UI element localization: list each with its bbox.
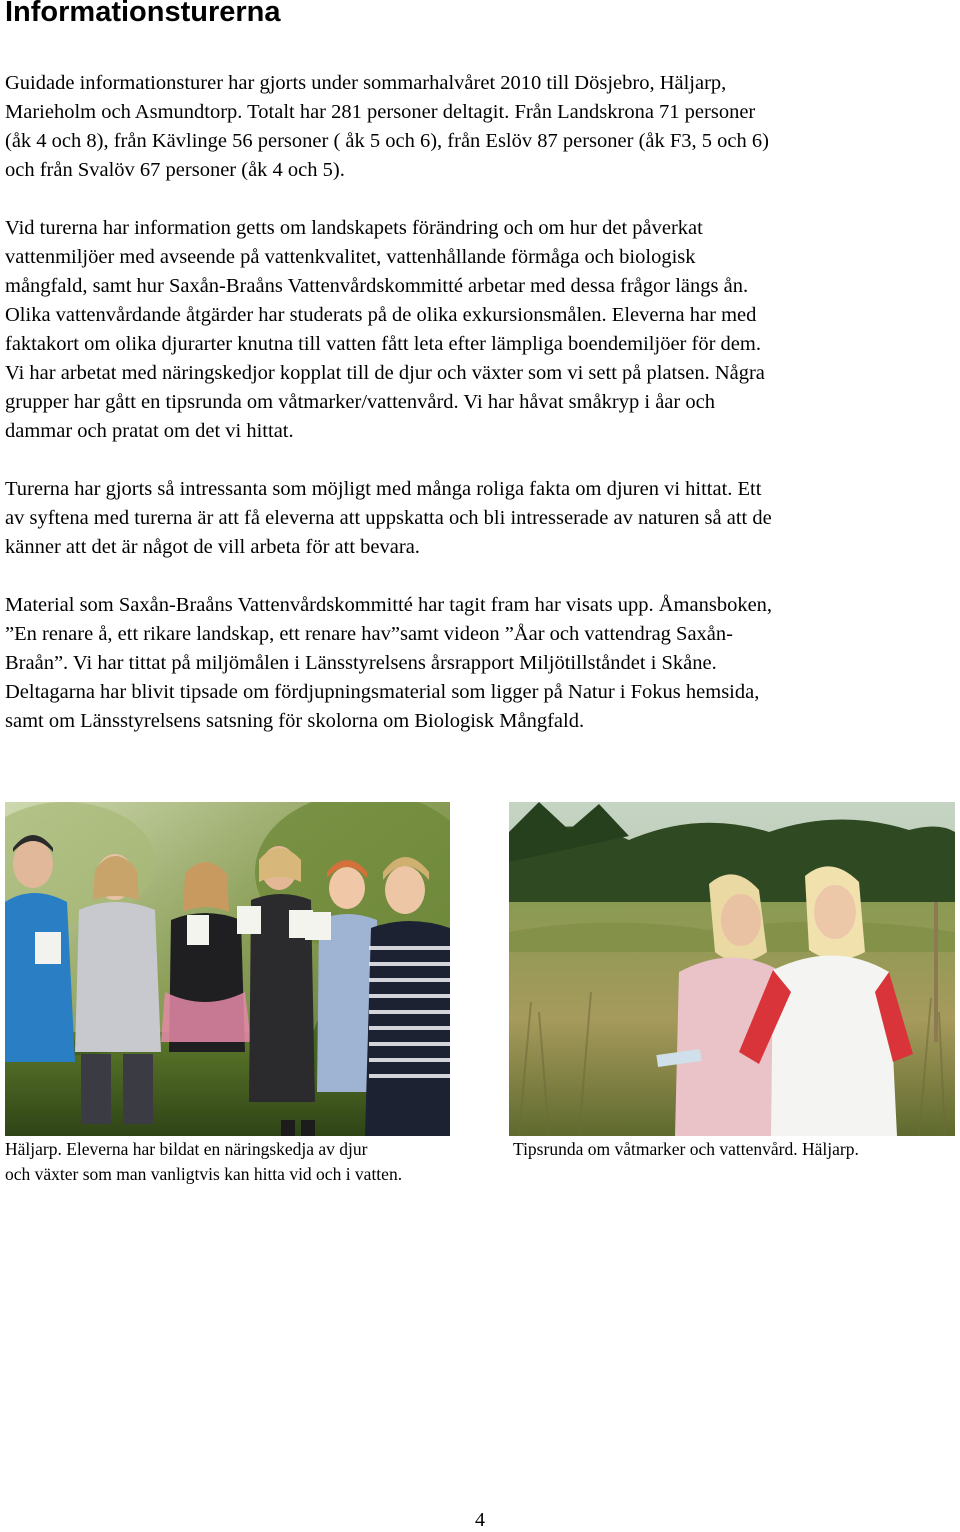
figure-caption-right (513, 1137, 859, 1162)
paragraph-line: Vi har arbetat med näringskedjor kopplat till de djur och växter som vi sett på platsen. Några (5, 362, 765, 384)
paragraph-line: dammar och pratat om det vi hittat. (5, 420, 294, 442)
paragraph-line: Turerna har gjorts så intressanta som möjligt med många roliga fakta om djuren vi hittat. Ett (5, 478, 762, 500)
paragraph-line: ”En renare å, ett rikare landskap, ett renare hav”samt videon ”Åar och vattendrag Saxån- (5, 623, 733, 645)
paragraph-2 (5, 214, 957, 446)
paragraph-line: vattenmiljöer med avseende på vattenkvalitet, vattenhållande förmåga och biologisk (5, 246, 696, 268)
paragraph-line: Olika vattenvårdande åtgärder har studerats på de olika exkursionsmålen. Eleverna har med (5, 304, 757, 326)
photo-quiz-walk-meadow (509, 802, 955, 1136)
caption-line: och växter som man vanligtvis kan hitta vid och i vatten. (5, 1164, 403, 1184)
paragraph-1 (5, 69, 957, 185)
caption-line: Häljarp. Eleverna har bildat en näringskedja av djur (5, 1139, 368, 1159)
page-title: Informationsturerna (5, 0, 281, 28)
caption-line: Tipsrunda om våtmarker och vattenvård. Häljarp. (513, 1139, 859, 1159)
paragraph-line: Guidade informationsturer har gjorts under sommarhalvåret 2010 till Dösjebro, Häljarp, (5, 72, 727, 94)
paragraph-line: Vid turerna har information getts om landskapets förändring och om hur det påverkat (5, 217, 703, 239)
paragraph-4 (5, 591, 957, 736)
paragraph-line: av syftena med turerna är att få eleverna att uppskatta och bli intresserade av naturen så att de (5, 507, 772, 529)
paragraph-line: grupper har gått en tipsrunda om våtmarker/vattenvård. Vi har håvat småkryp i åar och (5, 391, 715, 413)
paragraph-line: och från Svalöv 67 personer (åk 4 och 5). (5, 159, 345, 181)
paragraph-line: Material som Saxån-Braåns Vattenvårdskommitté har tagit fram har visats upp. Åmansboken, (5, 594, 773, 616)
page-number: 4 (475, 1509, 485, 1531)
paragraph-line: faktakort om olika djurarter knutna till vatten fått leta efter lämpliga boendemiljöer för dem. (5, 333, 761, 355)
paragraph-line: samt om Länsstyrelsens satsning för skolorna om Biologisk Mångfald. (5, 710, 585, 732)
paragraph-line: Deltagarna har blivit tipsade om fördjupningsmaterial som ligger på Natur i Fokus hemsida, (5, 681, 760, 703)
paragraph-line: (åk 4 och 8), från Kävlinge 56 personer ( åk 5 och 6), från Eslöv 87 personer (åk F3, 5 och 6) (5, 130, 769, 152)
paragraph-line: mångfald, samt hur Saxån-Braåns Vattenvårdskommitté arbetar med dessa frågor längs ån. (5, 275, 749, 297)
paragraph-line: Marieholm och Asmundtorp. Totalt har 281 personer deltagit. Från Landskrona 71 personer (5, 101, 756, 123)
photo-children-food-chain (5, 802, 450, 1136)
paragraph-line: känner att det är något de vill arbeta för att bevara. (5, 536, 420, 558)
figure-caption-left (5, 1137, 402, 1187)
paragraph-line: Braån”. Vi har tittat på miljömålen i Länsstyrelsens årsrapport Miljötillståndet i Skåne. (5, 652, 717, 674)
paragraph-3 (5, 475, 957, 562)
